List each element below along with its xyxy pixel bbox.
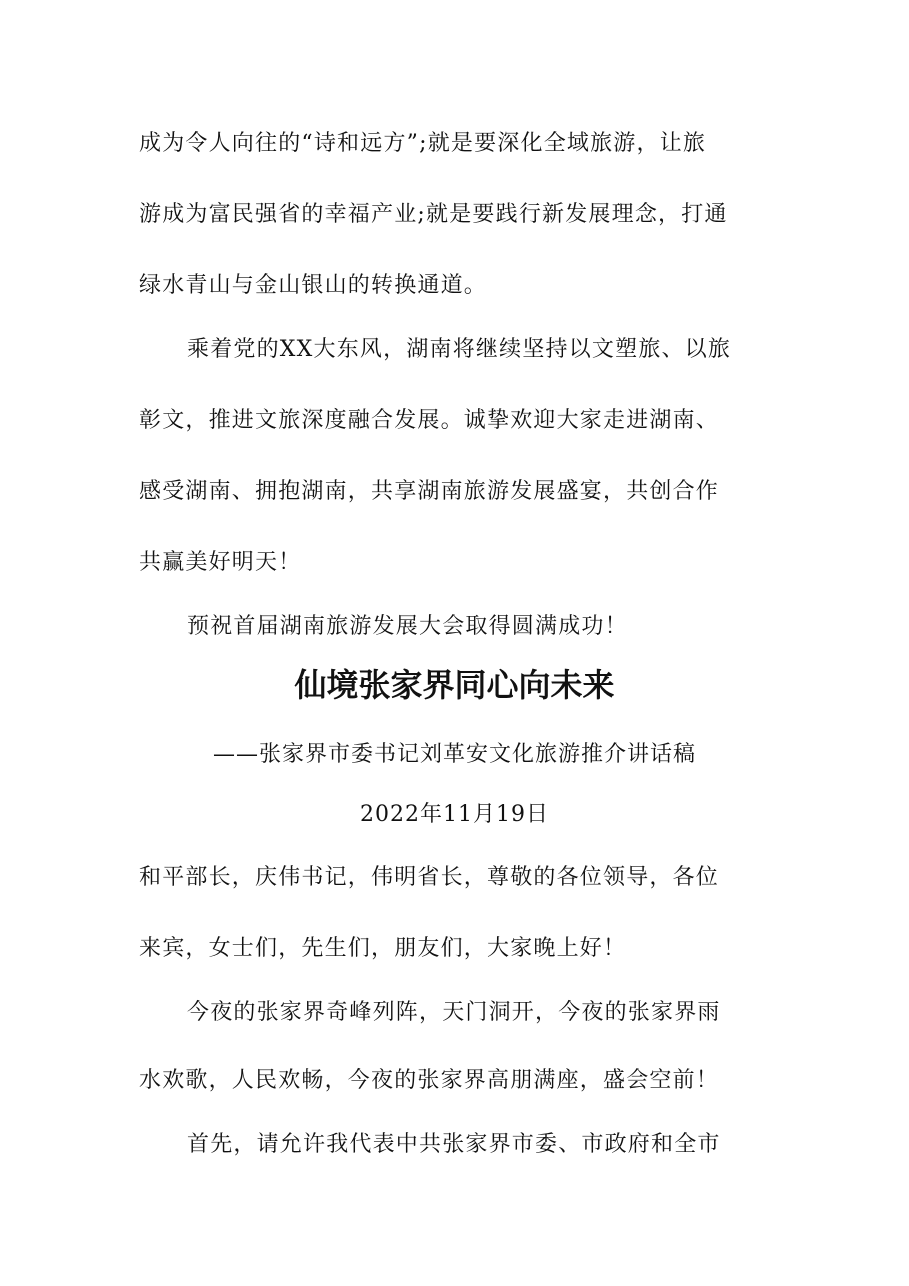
- greeting-line: 来宾，女士们，先生们，朋友们，大家晚上好！: [139, 936, 627, 961]
- text-line: 成为令人向往的“诗和远方”;就是要深化全域旅游，让旅: [139, 131, 707, 156]
- text-line: 共赢美好明天！: [139, 550, 302, 575]
- paragraph-first-line: 预祝首届湖南旅游发展大会取得圆满成功！: [187, 614, 628, 639]
- paragraph-first-line: 乘着党的XX大东风，湖南将继续坚持以文塑旅、以旅: [187, 337, 732, 362]
- speech-subtitle: ——张家界市委书记刘革安文化旅游推介讲话稿: [212, 742, 696, 767]
- text-line: 彰文，推进文旅深度融合发展。诚挚欢迎大家走进湖南、: [139, 408, 720, 433]
- paragraph-first-line: 今夜的张家界奇峰列阵，天门洞开，今夜的张家界雨: [187, 1000, 721, 1025]
- speech-title: 仙境张家界同心向未来: [294, 666, 615, 704]
- text-line: 绿水青山与金山银山的转换通道。: [139, 273, 488, 298]
- paragraph-first-line: 首先，请允许我代表中共张家界市委、市政府和全市: [187, 1132, 721, 1157]
- text-line: 感受湖南、拥抱湖南，共享湖南旅游发展盛宴，共创合作: [139, 479, 720, 504]
- text-line: 水欢歌，人民欢畅，今夜的张家界高朋满座，盛会空前！: [139, 1068, 720, 1093]
- greeting-line: 和平部长，庆伟书记，伟明省长，尊敬的各位领导，各位: [139, 865, 720, 890]
- text-line: 游成为富民强省的幸福产业;就是要践行新发展理念，打通: [139, 202, 728, 227]
- speech-date: 2022年11月19日: [360, 802, 549, 827]
